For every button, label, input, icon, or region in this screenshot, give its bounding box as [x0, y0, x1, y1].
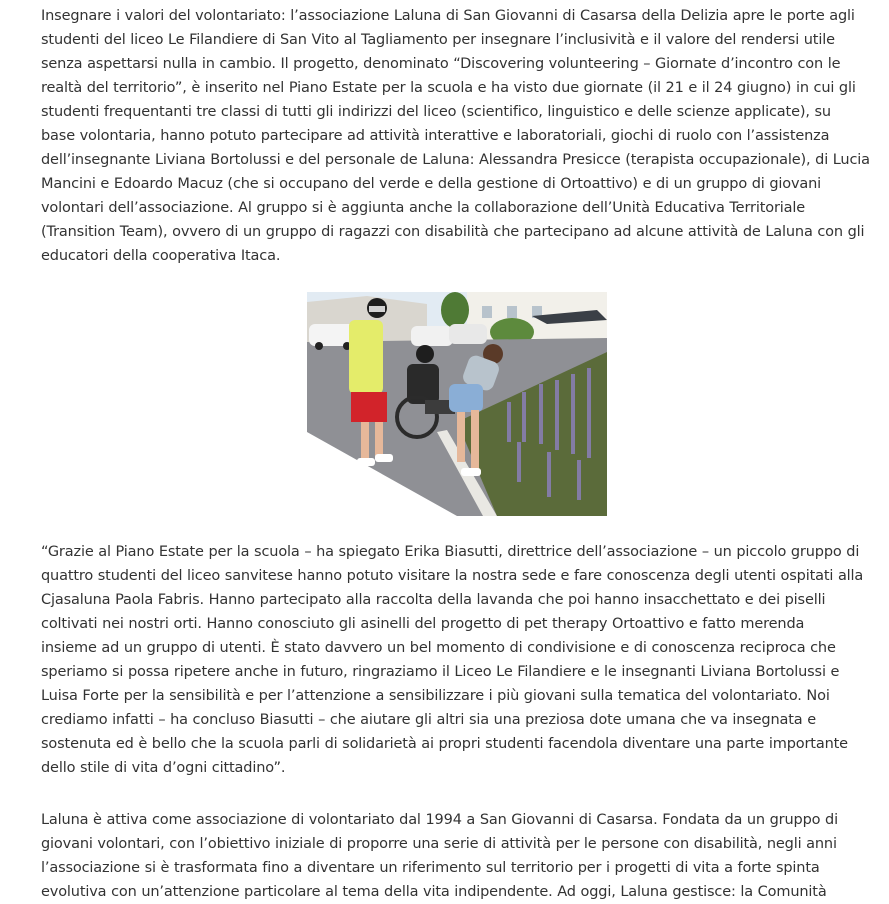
- text-line: insieme ad un gruppo di utenti. È stato davvero un bel momento di condivisione e di conoscenza reciproca che: [41, 640, 836, 656]
- text-line: senza aspettarsi nulla in cambio. Il progetto, denominato “Discovering volunteering – Giornate d’incontro con le: [41, 56, 841, 72]
- text-line: coltivati nei nostri orti. Hanno conosciuto gli asinelli del progetto di pet therapy Ortoattivo e fatto merenda: [41, 616, 805, 632]
- text-line: crediamo infatti – ha concluso Biasutti – che aiutare gli altri sia una preziosa dote umana che va insegnata e: [41, 712, 816, 728]
- text-line: Insegnare i valori del volontariato: l’associazione Laluna di San Giovanni di Casarsa della Delizia apre le porte agli: [41, 8, 855, 24]
- text-line: l’associazione si è trasformata fino a diventare un riferimento sul territorio per i progetti di vita a forte spinta: [41, 860, 820, 876]
- text-line: giovani volontari, con l’obiettivo iniziale di proporre una serie di attività per le persone con disabilità, negli anni: [41, 836, 837, 852]
- intro-paragraph: [41, 4, 879, 268]
- text-line: Laluna è attiva come associazione di volontariato dal 1994 a San Giovanni di Casarsa. Fondata da un gruppo di: [41, 812, 838, 828]
- text-line: sostenuta ed è bello che la scuola parli di solidarietà ai propri studenti facendola diventare una parte importante: [41, 736, 848, 752]
- text-line: studenti frequentanti tre classi di tutti gli indirizzi del liceo (scientifico, linguistico e delle scienze applicate), su: [41, 104, 831, 120]
- quote-paragraph: [41, 540, 879, 780]
- text-line: educatori della cooperativa Itaca.: [41, 248, 281, 264]
- about-paragraph: [41, 808, 879, 904]
- text-line: volontari dell’associazione. Al gruppo si è aggiunta anche la collaborazione dell’Unità Educativa Territoriale: [41, 200, 806, 216]
- photo-tree: [441, 292, 469, 328]
- text-line: dello stile di vita d’ogni cittadino”.: [41, 760, 286, 776]
- text-line: “Grazie al Piano Estate per la scuola – ha spiegato Erika Biasutti, direttrice dell’associazione – un piccolo gruppo di: [41, 544, 860, 560]
- article-photo: [307, 292, 607, 516]
- text-line: quattro studenti del liceo sanvitese hanno potuto visitare la nostra sede e fare conoscenza degli utenti ospitati alla: [41, 568, 864, 584]
- text-line: dell’insegnante Liviana Bortolussi e del personale de Laluna: Alessandra Presicce (terapista occupazionale), di Lucia: [41, 152, 870, 168]
- text-line: Luisa Forte per la sensibilità e per l’attenzione a sensibilizzare i più giovani sulla tematica del volontariato. Noi: [41, 688, 830, 704]
- photo-students-lavender-garden: [307, 292, 607, 516]
- text-line: speriamo si possa ripetere anche in futuro, ringraziamo il Liceo Le Filandiere e le insegnanti Liviana Bortolussi e: [41, 664, 840, 680]
- text-line: base volontaria, hanno potuto partecipare ad attività interattive e laboratoriali, giochi di ruolo con l’assistenza: [41, 128, 830, 144]
- text-line: Mancini e Edoardo Macuz (che si occupano del verde e della gestione di Ortoattivo) e di un gruppo di giovani: [41, 176, 822, 192]
- text-line: Cjasaluna Paola Fabris. Hanno partecipato alla raccolta della lavanda che poi hanno insacchettato e dei piselli: [41, 592, 826, 608]
- text-line: (Transition Team), ovvero di un gruppo di ragazzi con disabilità che partecipano ad alcune attività de Laluna con gli: [41, 224, 865, 240]
- text-line: studenti del liceo Le Filandiere di San Vito al Tagliamento per insegnare l’inclusività e il valore del rendersi utile: [41, 32, 835, 48]
- text-line: evolutiva con un’attenzione particolare al tema della vita indipendente. Ad oggi, Laluna gestisce: la Comunità: [41, 884, 827, 900]
- text-line: realtà del territorio”, è inserito nel Piano Estate per la scuola e ha visto due giornate (il 21 e il 24 giugno) in cui gli: [41, 80, 856, 96]
